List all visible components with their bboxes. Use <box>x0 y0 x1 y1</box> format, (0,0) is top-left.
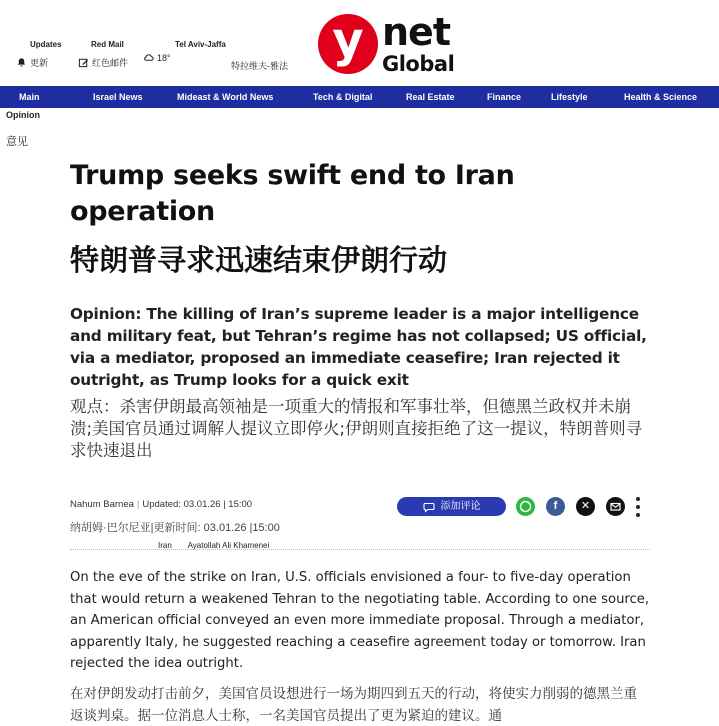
logo-mark: y <box>318 14 378 74</box>
add-comment-button[interactable] <box>397 497 506 516</box>
weather-icon <box>143 52 154 63</box>
x-icon: ✕ <box>580 500 591 512</box>
share-whatsapp-button[interactable] <box>516 497 535 516</box>
updated-value: 03.01.26 | 15:00 <box>183 499 253 510</box>
bell-icon <box>16 57 27 68</box>
red-mail-zh-row <box>78 56 128 69</box>
logo-sub: Global <box>382 52 455 76</box>
add-comment-label: 添加评论 <box>440 501 481 512</box>
article-byline-zh <box>70 519 280 535</box>
article-body-paragraph: On the eve of the strike on Iran, U.S. officials envisioned a four- to five-day operation that would return a weakened Tehran to the negotiating table. According to one source, an American official conveyed an even more immediate proposal. Through a mediator, apparently Italy, he suggested reaching a ceasefire agreement today or tomorrow. Iran rejected the idea outright. <box>70 570 650 671</box>
article-byline <box>70 499 252 510</box>
updates-link[interactable] <box>16 40 62 68</box>
section-label[interactable]: Opinion <box>6 110 40 120</box>
share-x-button[interactable] <box>576 497 595 516</box>
updated-value-zh: 03.01.26 |15:00 <box>203 522 280 534</box>
nav-item-health-science[interactable]: Health & Science <box>624 92 698 102</box>
tag-ayatollah-ali-khamenei[interactable]: Ayatollah Ali Khamenei <box>187 541 270 550</box>
weather-widget[interactable] <box>143 40 288 71</box>
logo-word: net <box>382 10 450 54</box>
nav-item-main[interactable]: Main <box>19 92 40 102</box>
meta-divider <box>70 549 650 550</box>
dot <box>636 513 640 517</box>
share-facebook-button[interactable] <box>546 497 565 516</box>
tag-iran[interactable]: Iran <box>158 541 172 550</box>
article-tags <box>158 541 283 550</box>
weather-city: Tel Aviv-Jaffa <box>175 40 226 49</box>
edit-icon <box>78 57 89 68</box>
whatsapp-icon <box>516 497 535 516</box>
article-headline-zh: 特朗普寻求迅速结束伊朗行动 <box>70 243 448 277</box>
weather-temperature: 18° <box>157 52 171 63</box>
updated-label: Updated: <box>142 499 181 510</box>
section-label-zh: 意见 <box>6 136 28 148</box>
updates-label: Updates <box>30 40 62 49</box>
updates-zh-row <box>16 56 48 69</box>
nav-item-tech-digital[interactable]: Tech & Digital <box>313 92 373 102</box>
main-nav <box>0 86 719 108</box>
nav-item-mideast-world[interactable]: Mideast & World News <box>177 92 274 102</box>
ynet-global-logo[interactable] <box>318 8 458 78</box>
byline-separator: | <box>136 499 140 510</box>
dot <box>636 505 640 509</box>
share-email-button[interactable] <box>606 497 625 516</box>
article-headline: Trump seeks swift end to Iran operation <box>70 160 515 227</box>
article-subtitle-zh: 观点：杀害伊朗最高领袖是一项重大的情报和军事壮举，但德黑兰政权并未崩溃;美国官员通过调解人提议立即停火;伊朗则直接拒绝了这一提议，特朗普则寻求快速退出 <box>70 397 643 460</box>
nav-item-finance[interactable]: Finance <box>487 92 522 102</box>
nav-item-real-estate[interactable]: Real Estate <box>406 92 455 102</box>
red-mail-label-zh: 红色邮件 <box>92 58 129 68</box>
red-mail-label: Red Mail <box>91 40 124 49</box>
byline-separator-zh: | <box>150 522 154 534</box>
site-header <box>0 0 719 86</box>
article-subtitle: Opinion: The killing of Iran’s supreme leader is a major intelligence and military feat, but Tehran’s regime has not collapsed; US official, via a mediator, proposed an immediate ceasefire; Iran rejected it outright, as Trump looks for a quick exit <box>70 305 647 389</box>
mail-icon <box>606 497 625 516</box>
dot <box>636 497 640 501</box>
author-name[interactable]: Nahum Barnea <box>70 499 134 510</box>
updates-label-zh: 更新 <box>30 58 49 68</box>
weather-city-zh: 特拉维夫-雅法 <box>231 61 288 71</box>
nav-item-israel-news[interactable]: Israel News <box>93 92 143 102</box>
updated-label-zh: 更新时间: <box>153 522 201 534</box>
nav-item-lifestyle[interactable]: Lifestyle <box>551 92 588 102</box>
more-options-button[interactable] <box>634 497 642 517</box>
weather-temp-row <box>143 52 171 63</box>
comment-icon <box>423 501 435 513</box>
author-name-zh: 纳胡姆·巴尔尼亚 <box>70 522 151 534</box>
facebook-icon: f <box>553 500 558 512</box>
red-mail-link[interactable] <box>78 40 129 68</box>
article-body-paragraph-zh: 在对伊朗发动打击前夕，美国官员设想进行一场为期四到五天的行动，将使实力削弱的德黑兰重返谈判桌。据一位消息人士称，一名美国官员提出了更为紧迫的建议。通 <box>70 686 637 724</box>
